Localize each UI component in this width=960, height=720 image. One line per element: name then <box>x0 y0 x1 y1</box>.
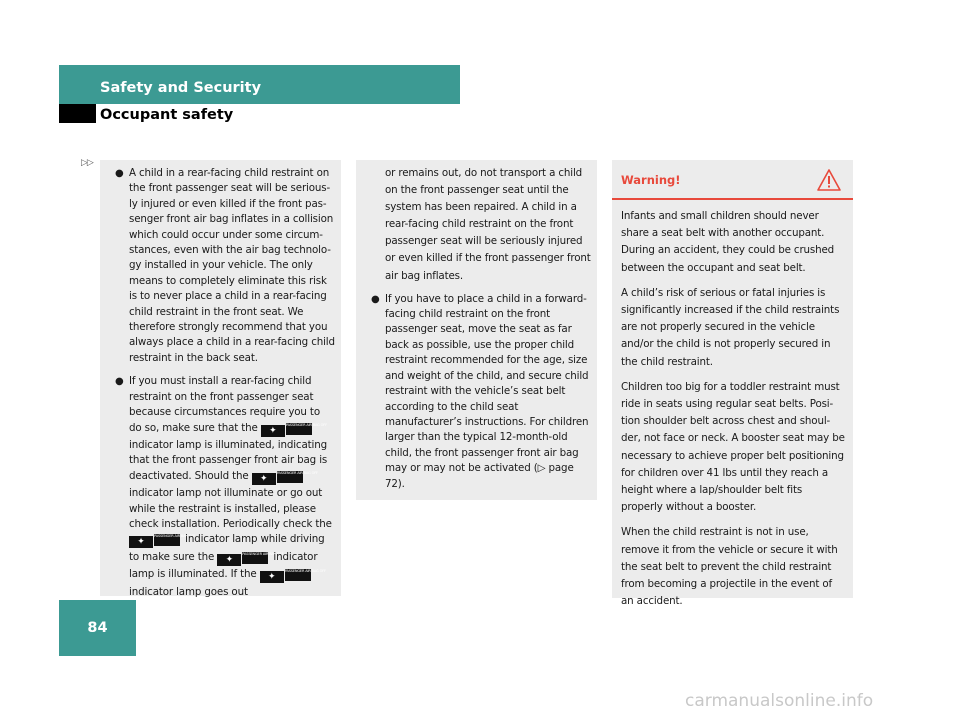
warning-paragraph: When the child restraint is not in use, remove it from the vehicle or secure it with the seat belt to prevent the child restraint from becoming a projectile in the event of an accident. <box>621 526 838 608</box>
warning-title: Warning! <box>621 173 681 187</box>
passenger-airbag-off-lamp-icon: ✦PASSENGER AIR BAG OFF <box>252 471 303 486</box>
warning-box <box>612 160 853 608</box>
warning-paragraph: Infants and small children should never share a seat belt with another occupant. During an accident, they could be crushed between the occupant and seat belt. <box>621 210 835 274</box>
passenger-airbag-off-lamp-icon: ✦PASSENGER AIR BAG OFF <box>261 423 312 438</box>
passenger-airbag-off-lamp-icon: ✦PASSENGER AIR BAG OFF <box>129 534 180 549</box>
warning-paragraph: A child’s risk of serious or fatal injuries is significantly increased if the child restraints are not properly secured in the vehicle and/or the child is not properly secured in the child restraint. <box>621 286 840 368</box>
subsection-title: Occupant safety <box>100 107 234 123</box>
passenger-airbag-off-lamp-icon: ✦PASSENGER AIR BAG OFF <box>260 569 311 584</box>
warning-body <box>621 208 845 618</box>
continued-paragraph: or remains out, do not transport a child on the front passenger seat until the system has been repaired. A child in a rear-facing child restraint on the front passenger seat will be seriously injured or even killed if the front passenger front air bag inflates. <box>385 167 591 282</box>
section-marker <box>59 104 96 123</box>
watermark: carmanualsonline.info <box>685 691 874 711</box>
bullet-item: ● A child in a rear-facing child restraint on the front passenger seat will be serious-ly injured or even killed if the front pas-senger front air bag inflates in a collision which could occur under some circum-stances, even with the air bag technolo-gy installed in your vehicle. The only means to completely eliminate this risk is to never place a child in a rear-facing child restraint in the front seat. We therefore strongly recommend that you always place a child in a rear-facing child restraint in the back seat. <box>115 167 335 364</box>
page-number: 84 <box>87 620 108 636</box>
text-column-2 <box>356 160 597 500</box>
bullet-icon: ● <box>115 168 124 179</box>
bullet-item: ● If you must install a rear-facing child restraint on the front passenger seat because circumstances require you to do so, make sure that the ✦PASSENGER AIR BAG OFF indicator lamp is illuminated, indicating that the front passenger front air bag is deactivated. Should the ✦PASSENGER AIR BAG OFF indicator lamp not illuminate or go out while the restraint is installed, please check installation. Periodically check the ✦PASSENGER AIR BAG OFF indicator lamp while driving to make sure the ✦PASSENGER AIR BAG OFF indicator lamp is illuminated. If the ✦PASSENGER AIR BAG OFF indicator lamp goes out <box>115 375 332 598</box>
bullet-icon: ● <box>115 376 124 388</box>
warning-header <box>612 160 853 200</box>
continue-marker: ▷▷ <box>81 158 93 168</box>
bullet-item: ● If you have to place a child in a forward-facing child restraint on the front passenger seat, move the seat as far back as possible, use the proper child restraint recommended for the age, size and weight of the child, and secure child restraint with the vehicle’s seat belt according to the child seat manufacturer’s instructions. For children larger than the typical 12-month-old child, the front passenger front air bag may or may not be activated (▷ page 72). <box>371 292 589 490</box>
warning-triangle-icon <box>817 169 841 191</box>
passenger-airbag-off-lamp-icon: ✦PASSENGER AIR BAG OFF <box>217 552 268 567</box>
section-title: Safety and Security <box>100 80 262 96</box>
text-column-1 <box>100 160 341 596</box>
bullet-icon: ● <box>371 293 380 305</box>
warning-paragraph: Children too big for a toddler restraint must ride in seats using regular seat belts. Posi-tion shoulder belt across chest and shoul-der, not face or neck. A booster seat may be necessary to achieve proper belt positioning for children over 41 lbs until they reach a height where a lap/shoulder belt fits properly without a booster. <box>621 380 845 514</box>
